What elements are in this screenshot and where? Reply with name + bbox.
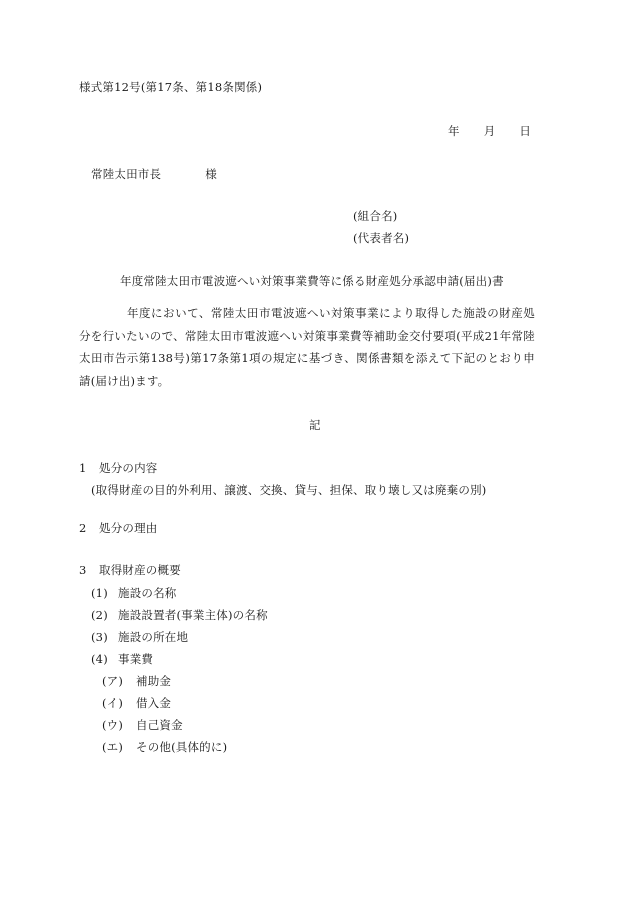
section-2-label: 処分の理由 — [99, 521, 158, 535]
cost-item — [102, 695, 171, 711]
cost-item — [102, 673, 171, 689]
body-paragraph: 年度において、常陸太田市電波遮へい対策事業により取得した施設の財産処分を行いたいので、常陸太田市電波遮へい対策事業費等補助金交付要項(平成21年常陸太田市告示第138号)第17条第1項の規定に基づき、関係書類を添えて下記のとおり申請(届け出)ます。 — [79, 306, 535, 388]
list-item-label: 施設の所在地 — [118, 630, 189, 644]
cost-item-number: (イ) — [102, 696, 124, 710]
list-item-label: 施設設置者(事業主体)の名称 — [118, 608, 268, 622]
list-item — [91, 651, 153, 667]
section-1-note: (取得財産の目的外利用、譲渡、交換、貸与、担保、取り壊し又は廃棄の別) — [91, 483, 487, 497]
document-title: 年度常陸太田市電波遮へい対策事業費等に係る財産処分承認申請(届出)書 — [120, 274, 504, 288]
cost-item-number: (ア) — [102, 674, 124, 688]
ki-heading: 記 — [309, 418, 321, 432]
addressee-name: 常陸太田市長 — [91, 167, 162, 181]
cost-item-label: 補助金 — [136, 674, 172, 688]
cost-item-number: (エ) — [102, 740, 124, 754]
form-number: 様式第12号(第17条、第18条関係) — [79, 80, 263, 94]
list-item-number: (1) — [91, 586, 108, 600]
section-3-label: 取得財産の概要 — [99, 563, 181, 577]
date-day: 日 — [519, 124, 532, 138]
list-item-number: (4) — [91, 652, 108, 666]
date-line — [448, 123, 531, 139]
list-item-number: (3) — [91, 630, 108, 644]
section-3-heading — [79, 562, 181, 578]
list-item-label: 施設の名称 — [118, 586, 177, 600]
date-year: 年 — [448, 124, 460, 138]
section-1-number: 1 — [79, 461, 87, 475]
cost-item-label: その他(具体的に) — [136, 740, 228, 754]
applicant-representative: (代表者名) — [353, 231, 410, 245]
addressee — [91, 166, 217, 182]
section-1-heading — [79, 460, 158, 476]
list-item — [91, 585, 177, 601]
list-item-label: 事業費 — [118, 652, 154, 666]
date-month: 月 — [483, 124, 496, 138]
applicant-organization: (組合名) — [353, 209, 398, 223]
section-2-heading — [79, 520, 158, 536]
cost-item-number: (ウ) — [102, 718, 124, 732]
section-3-number: 3 — [79, 563, 87, 577]
list-item — [91, 607, 268, 623]
cost-item-label: 借入金 — [136, 696, 172, 710]
cost-item — [102, 739, 227, 755]
section-2-number: 2 — [79, 521, 87, 535]
section-1-label: 処分の内容 — [99, 461, 158, 475]
cost-item — [102, 717, 183, 733]
cost-item-label: 自己資金 — [136, 718, 183, 732]
addressee-honorific: 様 — [205, 167, 217, 181]
list-item — [91, 629, 188, 645]
list-item-number: (2) — [91, 608, 108, 622]
